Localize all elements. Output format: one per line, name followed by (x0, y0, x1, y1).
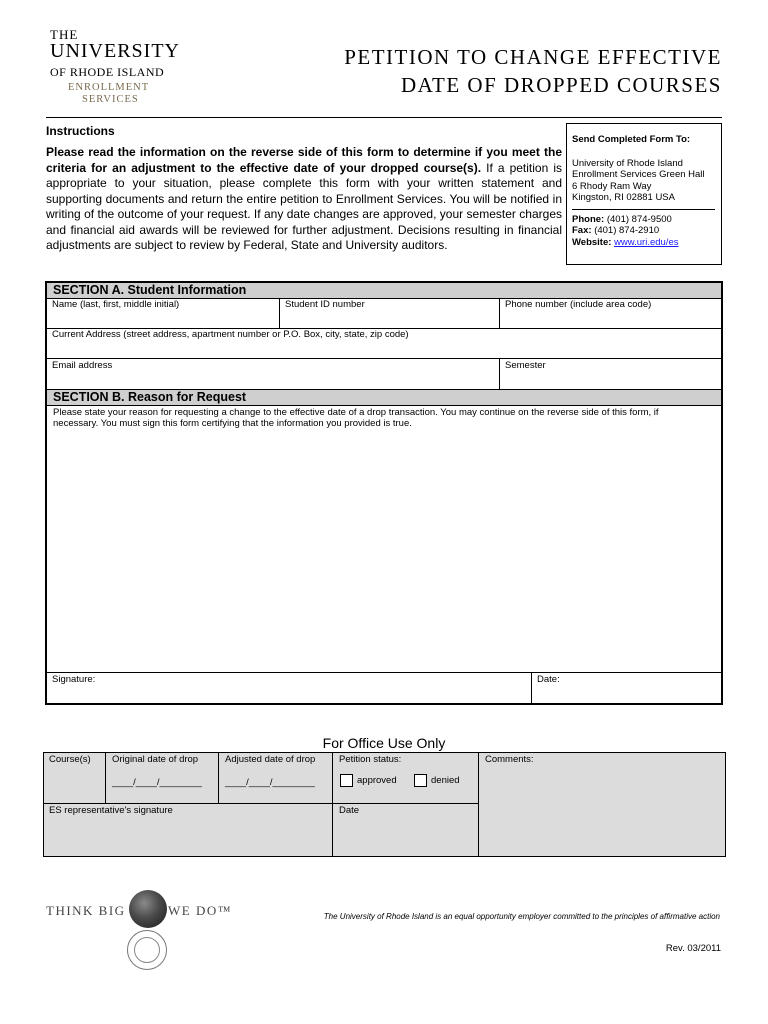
student-id-label: Student ID number (285, 299, 365, 310)
page-title-line2: DATE OF DROPPED COURSES (401, 73, 722, 97)
revision-date: Rev. 03/2011 (665, 943, 721, 954)
fax-label: Fax: (572, 225, 592, 236)
name-field[interactable] (47, 298, 279, 328)
comments-label: Comments: (485, 754, 534, 765)
office-date-label: Date (339, 805, 360, 816)
row-divider (44, 803, 478, 804)
logo-enrollment: ENROLLMENT (68, 82, 150, 93)
logo-the: THE (50, 27, 79, 42)
date-field[interactable] (532, 673, 720, 703)
phone-number-label: Phone number (include area code) (505, 299, 652, 310)
date-label: Date: (537, 674, 560, 685)
phone-label: Phone: (572, 213, 605, 225)
phone-number-field[interactable] (500, 298, 720, 328)
website-line (572, 237, 715, 249)
email-field[interactable] (47, 359, 499, 389)
we-do-text: WE DO™ (168, 903, 232, 918)
address-label: Current Address (street address, apartment number or P.O. Box, city, state, zip code) (52, 329, 409, 340)
address-line-4: Kingston, RI 02881 USA (572, 192, 675, 203)
instructions-text (46, 145, 562, 254)
send-box-divider (572, 209, 715, 210)
logo-services: SERVICES (82, 94, 139, 105)
office-use-title: For Office Use Only (322, 735, 446, 751)
original-date-blank[interactable]: ____/____/________ (112, 777, 202, 788)
page-title-line1: PETITION TO CHANGE EFFECTIVE (344, 45, 722, 69)
approved-checkbox[interactable] (340, 774, 353, 787)
instructions-bold: Please read the information on the reverse side of this form to determine if you meet the criteria for an adjustment to the effective date of your dropped course(s). (46, 145, 562, 175)
seal-inner-ring (134, 937, 160, 963)
name-label: Name (last, first, middle initial) (52, 299, 180, 310)
courses-label: Course(s) (49, 754, 91, 765)
denied-option[interactable] (414, 774, 460, 787)
office-use-table (43, 752, 726, 857)
website-link[interactable]: www.uri.edu/es (614, 236, 679, 248)
section-b-heading: SECTION B. Reason for Request (47, 390, 721, 406)
divider (218, 753, 219, 803)
student-form (45, 281, 723, 705)
semester-field[interactable] (500, 359, 720, 389)
phone-line (572, 214, 715, 226)
address-line-3: 6 Rhody Ram Way (572, 180, 652, 192)
logo-university: UNIVERSITY (50, 40, 180, 62)
instructions-body: If a petition is appropriate to your situation, please complete this form with your written statement and supporting documents and return the entire petition to Enrollment Services. You will be notified in writing of the outcome of your request. If any date changes are approved, your semester charges and financial aid awards will be reviewed for further adjustment. Decisions resulting in financial adjustments are subject to review by Federal, State and University auditors. (46, 160, 563, 252)
logo-of-rhode-island: OF RHODE ISLAND (50, 65, 165, 79)
approved-label: approved (357, 775, 397, 787)
globe-icon (129, 890, 167, 928)
adjusted-date-blank[interactable]: ____/____/________ (225, 777, 315, 788)
instructions-heading: Instructions (46, 124, 115, 138)
adjusted-date-label: Adjusted date of drop (225, 754, 316, 765)
send-to-box (566, 123, 722, 265)
fax-line (572, 225, 715, 237)
email-label: Email address (52, 360, 113, 371)
divider (105, 753, 106, 803)
petition-status-label: Petition status: (339, 754, 402, 765)
university-seal-icon (127, 930, 167, 970)
page-title (302, 43, 722, 99)
phone-value: (401) 874-9500 (606, 213, 672, 225)
address-line-1: University of Rhode Island (572, 157, 683, 169)
original-date-label: Original date of drop (112, 754, 199, 765)
reason-textarea[interactable] (47, 421, 721, 671)
website-label: Website: (572, 236, 612, 248)
divider (478, 753, 479, 857)
header-divider (46, 117, 722, 118)
fax-value: (401) 874-2910 (594, 225, 660, 236)
divider (332, 753, 333, 857)
es-signature-label: ES representative's signature (49, 805, 173, 816)
reason-instructions: Please state your reason for requesting a change to the effective date of a drop transaction. You may continue on the reverse side of this form, if necessary. You must sign this form certifying that the information you provided is true. (53, 407, 659, 429)
denied-checkbox[interactable] (414, 774, 427, 787)
student-id-field[interactable] (280, 298, 500, 328)
signature-field[interactable] (47, 673, 531, 703)
address-field[interactable] (47, 328, 721, 358)
address-line-2: Enrollment Services Green Hall (572, 169, 705, 180)
section-a-heading: SECTION A. Student Information (47, 283, 721, 299)
send-to-heading: Send Completed Form To: (572, 134, 691, 145)
semester-label: Semester (505, 360, 546, 371)
think-big-text: THINK BIG (46, 903, 126, 918)
signature-label: Signature: (52, 674, 96, 685)
denied-label: denied (431, 775, 460, 787)
equal-opportunity-statement: The University of Rhode Island is an equal opportunity employer committed to the principles of affirmative action (323, 912, 720, 921)
approved-option[interactable] (340, 774, 397, 787)
